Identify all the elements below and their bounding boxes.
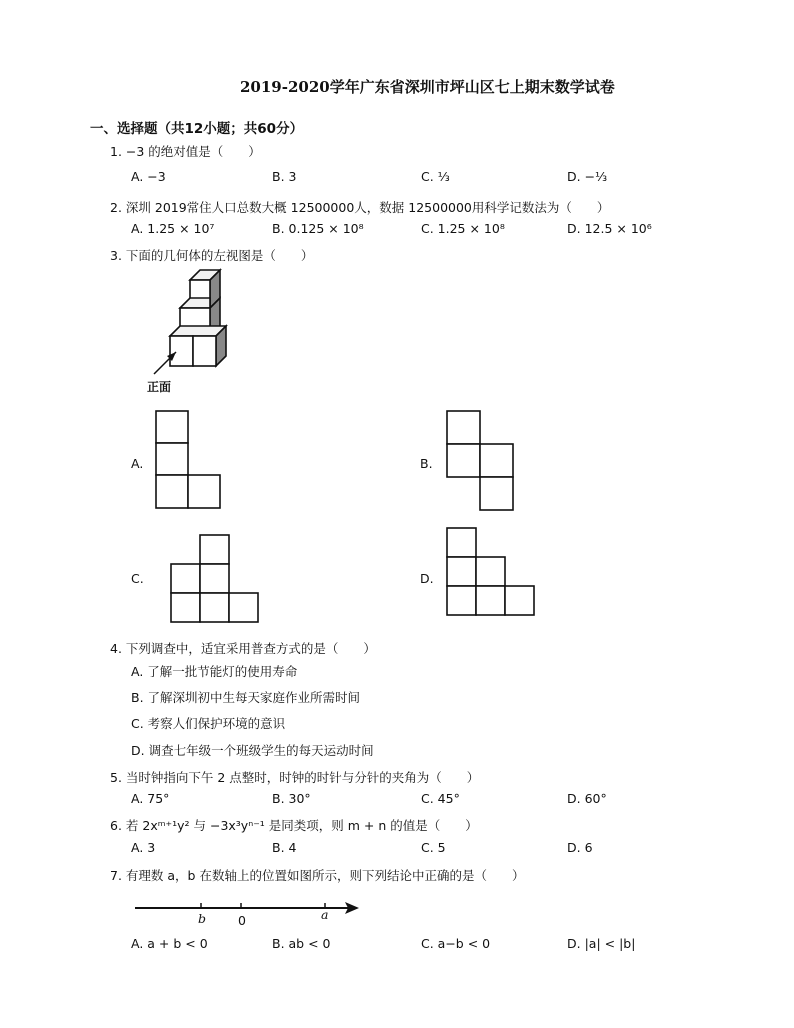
number-line-label-b: b	[198, 911, 207, 926]
page-title: 2019-2020学年广东省深圳市坪山区七上期末数学试卷	[240, 78, 615, 96]
option-d-figure	[446, 527, 538, 619]
question-3-option-c[interactable]: C.	[131, 571, 144, 586]
question-1-stem: 1. −3 的绝对值是（ ）	[110, 144, 261, 159]
number-line-label-0: 0	[238, 913, 246, 928]
question-7-option-c[interactable]: C. a−b < 0	[421, 936, 491, 951]
number-line	[135, 900, 365, 930]
question-6-option-c[interactable]: C. 5	[421, 840, 446, 855]
section-heading: 一、选择题（共12小题；共60分）	[90, 121, 304, 137]
question-5-stem: 5. 当时钟指向下午 2 点整时，时钟的时针与分针的夹角为（ ）	[110, 770, 480, 785]
question-7-option-b[interactable]: B. ab < 0	[272, 936, 331, 951]
question-7-option-d[interactable]: D. |a| < |b|	[567, 936, 636, 951]
question-5-option-c[interactable]: C. 45°	[421, 791, 460, 806]
front-label: 正面	[147, 380, 172, 394]
question-7-option-a[interactable]: A. a + b < 0	[131, 936, 208, 951]
question-2-option-c[interactable]: C. 1.25 × 10⁸	[421, 221, 505, 236]
question-5-option-d[interactable]: D. 60°	[567, 791, 607, 806]
question-4-option-a[interactable]: A. 了解一批节能灯的使用寿命	[131, 664, 298, 679]
question-4-option-d[interactable]: D. 调查七年级一个班级学生的每天运动时间	[131, 743, 374, 758]
question-5-option-b[interactable]: B. 30°	[272, 791, 311, 806]
question-3-stem: 3. 下面的几何体的左视图是（ ）	[110, 248, 314, 263]
question-3-option-b[interactable]: B.	[420, 456, 433, 471]
option-c-figure	[170, 533, 262, 625]
question-1-option-b[interactable]: B. 3	[272, 169, 297, 184]
question-3-option-d[interactable]: D.	[420, 571, 434, 586]
question-2-option-a[interactable]: A. 1.25 × 10⁷	[131, 221, 215, 236]
option-a-figure	[155, 410, 225, 510]
option-b-figure	[446, 410, 516, 510]
question-6-stem: 6. 若 2xᵐ⁺¹y² 与 −3x³yⁿ⁻¹ 是同类项，则 m + n 的值是（ ）	[110, 818, 478, 833]
question-6-option-b[interactable]: B. 4	[272, 840, 297, 855]
question-6-option-a[interactable]: A. 3	[131, 840, 156, 855]
question-1-option-d[interactable]: D. −⅓	[567, 169, 608, 184]
question-1-option-c[interactable]: C. ⅓	[421, 169, 450, 184]
question-7-stem: 7. 有理数 a，b 在数轴上的位置如图所示，则下列结论中正确的是（ ）	[110, 868, 525, 883]
question-2-option-b[interactable]: B. 0.125 × 10⁸	[272, 221, 364, 236]
question-6-option-d[interactable]: D. 6	[567, 840, 593, 855]
number-line-label-a: a	[321, 907, 329, 922]
question-4-option-c[interactable]: C. 考察人们保护环境的意识	[131, 716, 286, 731]
question-2-stem: 2. 深圳 2019常住人口总数大概 12500000人，数据 12500000用科学记数法为（ ）	[110, 200, 610, 215]
question-5-option-a[interactable]: A. 75°	[131, 791, 170, 806]
question-4-stem: 4. 下列调查中，适宜采用普查方式的是（ ）	[110, 641, 376, 656]
question-1-option-a[interactable]: A. −3	[131, 169, 166, 184]
question-4-option-b[interactable]: B. 了解深圳初中生每天家庭作业所需时间	[131, 690, 361, 705]
question-2-option-d[interactable]: D. 12.5 × 10⁶	[567, 221, 652, 236]
question-3-option-a[interactable]: A.	[131, 456, 144, 471]
